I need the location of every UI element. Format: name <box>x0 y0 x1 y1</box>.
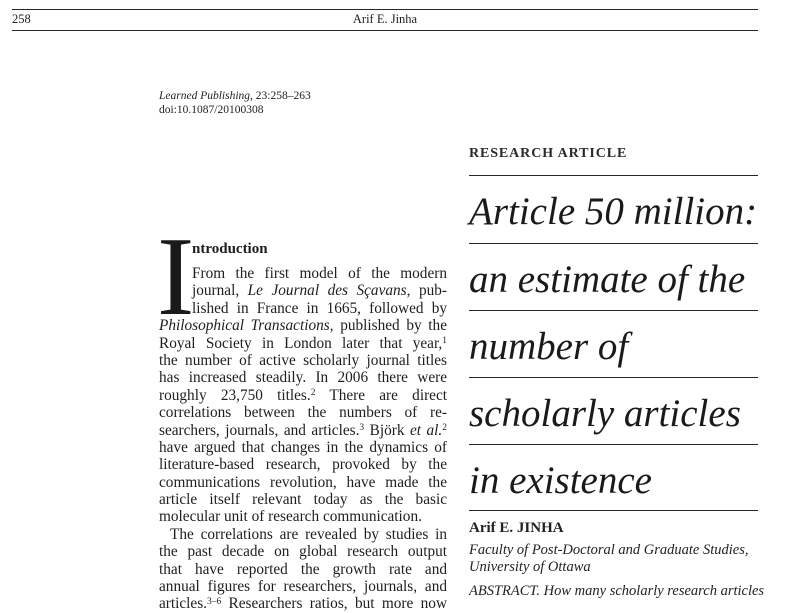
body-text: the number of active scholarly journal titles <box>159 351 447 369</box>
title-line: in existence <box>469 459 652 502</box>
body-text-column <box>159 265 447 613</box>
body-line <box>159 422 447 439</box>
title-line: an estimate of the <box>469 258 746 301</box>
body-line <box>159 456 447 473</box>
body-line <box>159 491 447 508</box>
italic-title: Philosophical Transactions <box>159 317 330 335</box>
page-number: 258 <box>12 12 31 26</box>
body-text: The correlations are revealed by studies in <box>170 525 447 543</box>
body-text: have argued that changes in the dynamics of <box>159 438 447 456</box>
italic-title: Le Journal des Sçavans <box>247 282 407 300</box>
title-line: Article 50 million: <box>469 190 758 233</box>
footnote-ref: 1 <box>442 335 447 346</box>
header-bottom-rule <box>12 30 758 31</box>
footnote-ref: 2 <box>442 422 447 433</box>
body-line <box>159 404 447 421</box>
title-rule <box>469 310 758 311</box>
abstract-label: ABSTRACT. <box>469 583 541 599</box>
footnote-ref: 3 <box>359 422 365 433</box>
body-line <box>159 561 447 578</box>
running-head: Arif E. Jinha <box>352 12 418 26</box>
body-text: There are direct <box>315 386 447 404</box>
footnote-ref: 2 <box>310 388 316 398</box>
body-text: that have reported the growth rate and <box>159 560 447 578</box>
abstract-text: How many scholarly research articles <box>543 583 765 599</box>
doi: doi:10.1087/20100308 <box>159 104 264 116</box>
body-line <box>159 526 447 543</box>
title-line: scholarly articles <box>469 392 741 435</box>
title-rule <box>469 444 758 445</box>
body-line <box>159 595 447 612</box>
title-rule <box>469 510 758 511</box>
body-line <box>159 352 447 369</box>
body-text: , pub- <box>406 282 447 300</box>
title-rule <box>469 175 758 176</box>
title-rule <box>469 243 758 244</box>
body-line <box>159 265 447 282</box>
section-heading: ntroduction <box>192 241 268 257</box>
body-line <box>159 508 447 525</box>
body-text: correlations between the numbers of re- <box>159 404 447 422</box>
footnote-ref: 3–6 <box>207 596 222 607</box>
body-text: roughly 23,750 titles. <box>159 386 311 404</box>
body-text: journal, <box>192 282 248 300</box>
body-text: has increased steadily. In 2006 there were <box>159 369 447 387</box>
journal-name: Learned Publishing <box>159 90 251 102</box>
body-text: From the first model of the modern <box>192 265 447 282</box>
body-text: molecular unit of research communication. <box>159 508 422 526</box>
title-rule <box>469 377 758 378</box>
drop-cap: I <box>157 215 195 339</box>
body-line <box>159 369 447 386</box>
body-text: communications revolution, have made the <box>159 473 447 491</box>
body-line <box>159 282 447 299</box>
body-line <box>159 439 447 456</box>
body-line <box>159 387 447 404</box>
body-text: Royal Society in London later that year, <box>159 334 443 352</box>
body-text: annual figures for researchers, journals, and <box>159 578 447 596</box>
body-text: the past decade on global research output <box>159 543 447 561</box>
article-type-label: RESEARCH ARTICLE <box>469 146 628 161</box>
body-line <box>159 543 447 560</box>
author-affiliation <box>469 542 759 576</box>
header-top-rule <box>12 9 758 10</box>
body-text: articles. <box>159 595 207 613</box>
author-affiliation-line: Faculty of Post-Doctoral and Graduate Studies, <box>469 542 749 558</box>
body-text: literature-based research, provoked by the <box>159 456 447 474</box>
citation <box>159 89 311 117</box>
title-line: number of <box>469 325 629 368</box>
author-name: Arif E. JINHA <box>469 520 564 536</box>
body-line <box>159 578 447 595</box>
italic-text: et al. <box>409 421 443 439</box>
abstract <box>469 583 765 600</box>
body-text: , published by the <box>329 317 447 335</box>
body-line <box>159 317 447 334</box>
body-text: Researchers ratios, but more now <box>221 595 447 613</box>
body-text: Björk <box>364 421 410 439</box>
body-text: searchers, journals, and articles. <box>159 421 360 439</box>
body-line <box>159 300 447 317</box>
body-line <box>159 335 447 352</box>
body-text: article itself relevant today as the basic <box>159 491 447 509</box>
volume-pages: , 23:258–263 <box>250 90 311 102</box>
body-line <box>159 474 447 491</box>
author-affiliation-line: University of Ottawa <box>469 559 591 575</box>
body-text: lished in France in 1665, followed by <box>192 299 447 317</box>
citation-line <box>159 89 311 103</box>
